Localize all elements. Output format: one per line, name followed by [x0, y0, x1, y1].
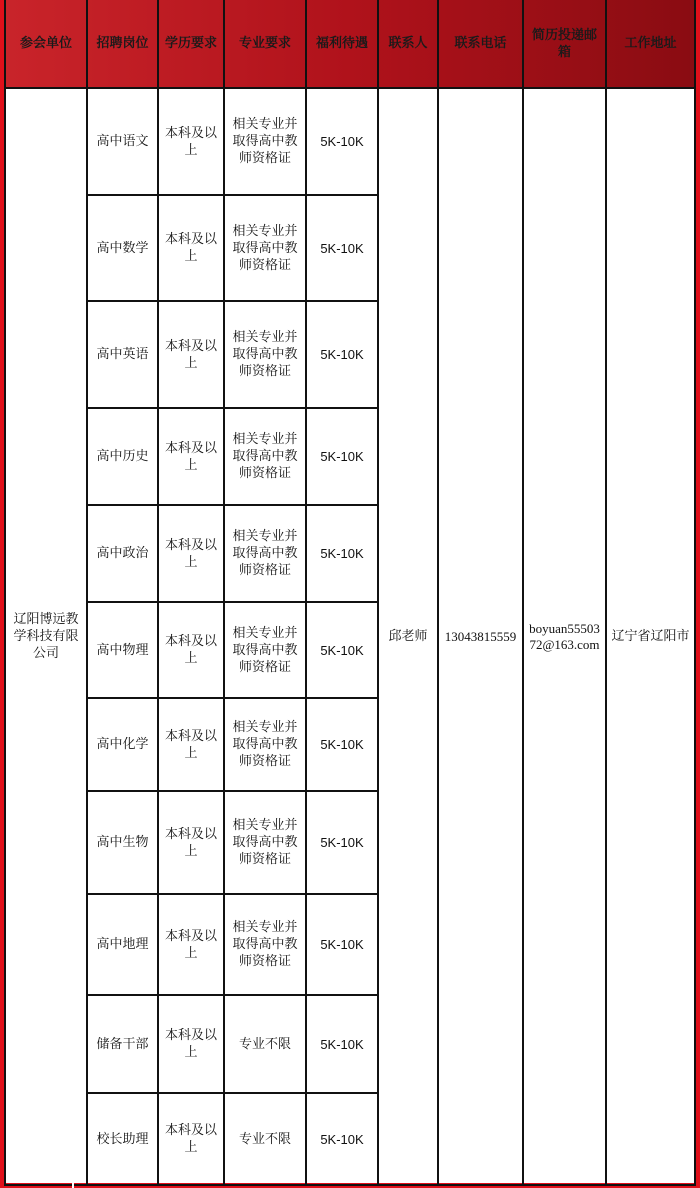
bottom-edge-mark: [72, 1181, 74, 1188]
header-position: 招聘岗位: [87, 0, 158, 88]
major-cell: 相关专业并取得高中教师资格证: [224, 791, 306, 894]
position-cell: 高中语文: [87, 88, 158, 195]
header-address: 工作地址: [606, 0, 695, 88]
recruitment-table-frame: [4, 0, 694, 1183]
header-major: 专业要求: [224, 0, 306, 88]
salary-cell: 5K-10K: [306, 602, 378, 698]
education-cell: 本科及以上: [158, 894, 224, 995]
contact-cell: 邱老师: [378, 88, 438, 1185]
education-cell: 本科及以上: [158, 195, 224, 301]
salary-cell: 5K-10K: [306, 505, 378, 602]
salary-cell: 5K-10K: [306, 995, 378, 1093]
position-cell: 高中历史: [87, 408, 158, 505]
header-company: 参会单位: [5, 0, 87, 88]
salary-cell: 5K-10K: [306, 408, 378, 505]
header-education: 学历要求: [158, 0, 224, 88]
salary-cell: 5K-10K: [306, 88, 378, 195]
salary-cell: 5K-10K: [306, 791, 378, 894]
major-cell: 相关专业并取得高中教师资格证: [224, 408, 306, 505]
education-cell: 本科及以上: [158, 602, 224, 698]
education-cell: 本科及以上: [158, 505, 224, 602]
position-cell: 高中生物: [87, 791, 158, 894]
education-cell: 本科及以上: [158, 995, 224, 1093]
salary-cell: 5K-10K: [306, 195, 378, 301]
major-cell: 相关专业并取得高中教师资格证: [224, 301, 306, 408]
education-cell: 本科及以上: [158, 408, 224, 505]
position-cell: 校长助理: [87, 1093, 158, 1185]
position-cell: 高中数学: [87, 195, 158, 301]
education-cell: 本科及以上: [158, 88, 224, 195]
header-row: [5, 0, 695, 88]
education-cell: 本科及以上: [158, 1093, 224, 1185]
table-row: [5, 88, 695, 195]
salary-cell: 5K-10K: [306, 1093, 378, 1185]
position-cell: 高中地理: [87, 894, 158, 995]
major-cell: 相关专业并取得高中教师资格证: [224, 195, 306, 301]
phone-cell: 13043815559: [438, 88, 523, 1185]
header-phone: 联系电话: [438, 0, 523, 88]
education-cell: 本科及以上: [158, 698, 224, 791]
header-salary: 福利待遇: [306, 0, 378, 88]
header-contact: 联系人: [378, 0, 438, 88]
position-cell: 高中英语: [87, 301, 158, 408]
email-cell[interactable]: boyuan5550372@163.com: [523, 88, 606, 1185]
education-cell: 本科及以上: [158, 301, 224, 408]
salary-cell: 5K-10K: [306, 301, 378, 408]
position-cell: 储备干部: [87, 995, 158, 1093]
major-cell: 专业不限: [224, 995, 306, 1093]
position-cell: 高中化学: [87, 698, 158, 791]
position-cell: 高中物理: [87, 602, 158, 698]
company-cell: 辽阳博远教学科技有限公司: [5, 88, 87, 1185]
recruitment-table: [4, 0, 696, 1186]
major-cell: 相关专业并取得高中教师资格证: [224, 88, 306, 195]
major-cell: 相关专业并取得高中教师资格证: [224, 698, 306, 791]
major-cell: 相关专业并取得高中教师资格证: [224, 894, 306, 995]
education-cell: 本科及以上: [158, 791, 224, 894]
address-cell: 辽宁省辽阳市: [606, 88, 695, 1185]
major-cell: 专业不限: [224, 1093, 306, 1185]
major-cell: 相关专业并取得高中教师资格证: [224, 602, 306, 698]
salary-cell: 5K-10K: [306, 698, 378, 791]
salary-cell: 5K-10K: [306, 894, 378, 995]
major-cell: 相关专业并取得高中教师资格证: [224, 505, 306, 602]
header-email: 简历投递邮箱: [523, 0, 606, 88]
position-cell: 高中政治: [87, 505, 158, 602]
